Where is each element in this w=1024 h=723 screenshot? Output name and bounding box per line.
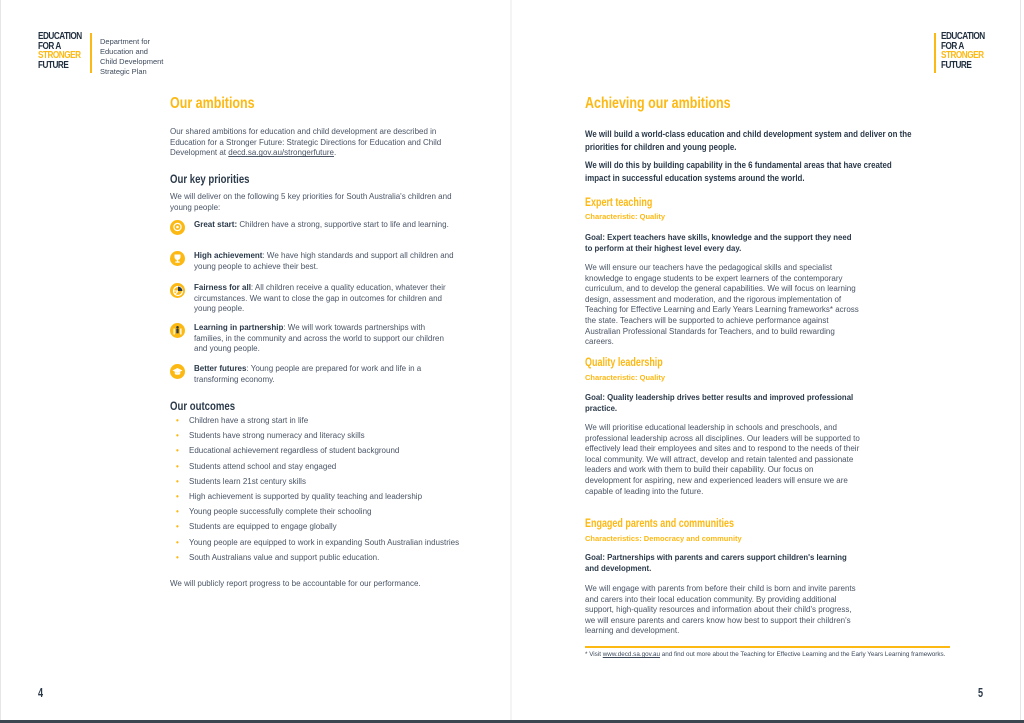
outcome-text: Students learn 21st century skills [189,476,306,486]
key-priorities-heading: Our key priorities [170,172,250,186]
logo-divider [934,33,936,73]
bullet-icon: • [176,461,179,471]
page-title-right: Achieving our ambitions [585,95,731,112]
logo-line: FOR A [941,40,964,52]
footnote-text: * Visit [585,651,603,658]
intro-text: Our shared ambitions for education and child development are described in Education for a Stronger Future: Strategic Directions for Education and Child Development at [170,127,442,158]
priority-text [194,283,456,315]
outcome-text: Educational achievement regardless of student background [189,446,400,456]
section-heading: Expert teaching [585,197,653,209]
page-number-left: 4 [38,685,44,700]
outcome-text: Young people are equipped to work in expanding South Australian industries [189,537,460,547]
list-item [172,431,462,442]
list-item [172,492,462,503]
logo-line: EDUCATION [38,31,82,42]
section-heading: Quality leadership [585,357,663,369]
logo-line: STRONGER [38,50,81,61]
bullet-icon: • [176,476,179,486]
lead-paragraph: We will build a world-class education and child development system and deliver on the priorities for children and young people. [585,129,912,152]
outcome-text: Students attend school and stay engaged [189,461,337,471]
outcomes-heading: Our outcomes [170,399,236,413]
strongerfuture-link[interactable]: decd.sa.gov.au/strongerfuture [228,148,334,158]
logo-right [941,32,985,70]
page-gutter [510,0,512,720]
outcomes-list [172,416,462,568]
page-edge-right [1020,0,1021,720]
bullet-icon: • [176,537,179,547]
logo-line: FOR A [38,40,61,52]
decd-link[interactable]: www.decd.sa.gov.au [602,651,661,658]
section-goal: Goal: Quality leadership drives better results and improved professional practice. [585,393,854,413]
department-line: Education and [100,47,148,56]
priority-description: : Young people are prepared for work and life in a transforming economy. [194,364,422,384]
list-item [172,462,462,473]
list-item [172,522,462,533]
priority-description: : We have high standards and support all children and young people to achieve their best. [194,251,454,271]
footnote [585,651,950,659]
section-characteristic: Characteristic: Quality [585,212,666,221]
outcome-text: Young people successfully complete their schooling [189,507,372,517]
page-number-right: 5 [978,685,984,700]
priority-title: High achievement [194,251,263,260]
priority-title: Great start: [194,220,238,229]
logo-line: EDUCATION [941,31,985,42]
priority-description: : We will work towards partnerships with families, in the community and across the world to support our children and young people. [194,323,444,354]
lead-paragraph: We will do this by building capability in the 6 fundamental areas that have created impact in successful education systems around the world. [585,160,892,183]
list-item [172,477,462,488]
footnote-text: and find out more about the Teaching for Effective Learning and the Early Years Learning frameworks. [660,651,946,658]
section-body: We will engage with parents from before their child is born and invite parents and carers into their local education community. By providing additional support, high-quality resources and information about their child's progress, we will ensure parents and carers know how best to support their children's learning and development. [585,584,856,636]
department-line: Strategic Plan [100,67,147,76]
list-item [172,507,462,518]
section-characteristic: Characteristic: Quality [585,373,666,382]
section-goal: Goal: Partnerships with parents and carers support children's learning and development. [585,553,847,573]
priority-description: Children have a strong, supportive start to life and learning. [237,220,449,229]
list-item [172,446,462,457]
logo-line: FUTURE [38,59,69,71]
bullet-icon: • [176,507,179,517]
intro-end: . [333,148,337,158]
department-label [100,37,163,77]
section-heading: Engaged parents and communities [585,518,735,530]
outcome-text: Students have strong numeracy and literacy skills [189,431,365,441]
page-title-left: Our ambitions [170,95,255,112]
list-item [172,416,462,427]
section-characteristic: Characteristics: Democracy and community [585,534,742,543]
priority-text [194,251,456,272]
head-icon [170,220,185,235]
list-item [172,538,462,549]
priority-text [194,220,456,231]
section-goal: Goal: Expert teachers have skills, knowledge and the support they need to perform at their highest level every day. [585,233,852,253]
bullet-icon: • [176,522,179,532]
bullet-icon: • [176,491,179,501]
pie-icon [170,283,185,298]
closing-statement: We will publicly report progress to be accountable for our performance. [170,579,421,588]
bullet-icon: • [176,416,179,425]
trophy-icon [170,251,185,266]
bullet-icon: • [176,431,179,441]
outcome-text: South Australians value and support public education. [189,552,380,562]
bullet-icon: • [176,446,179,456]
department-line: Department for [100,37,151,46]
key-priorities-intro: We will deliver on the following 5 key priorities for South Australia's children and young people: [170,192,452,212]
logo-line: STRONGER [941,50,984,61]
logo-line: FUTURE [941,59,972,71]
priority-title: Fairness for all [194,283,251,292]
priority-text [194,364,456,385]
list-item [172,553,462,564]
people-icon [170,323,185,338]
priority-title: Learning in partnership [194,323,284,332]
page-edge-left [0,0,1,720]
section-body: We will ensure our teachers have the pedagogical skills and specialist knowledge to engage students to be expert learners of the contemporary curriculum, and to develop the general capabilities. We will focus on learning design, assessment and moderation, and the rigorous implementation of Teaching for Effective Learning and Early Years Learning frameworks* across the state. Teachers will be supported to achieve performance against Australian Professional Standards for Teachers, and to build rewarding careers. [585,263,859,347]
footnote-divider [585,646,950,648]
priority-text [194,323,456,355]
graduation-cap-icon [170,364,185,379]
outcome-text: Students are equipped to engage globally [189,522,337,532]
department-line: Child Development [100,57,164,66]
priority-description: : All children receive a quality education, whatever their circumstances. We want to close the gap in outcomes for children and young people. [194,283,446,314]
section-body: We will prioritise educational leadership in schools and preschools, and professional leadership across all disciplines. Our leaders will be supported to effectively lead their employees and sites and to respond to the needs of their local community. We will attract, develop and retain talented and passionate leaders and work with them to build their capability. Our focus on development for aspiring, new and experienced leaders will ensure we are capable of leading into the future. [585,423,860,496]
intro-paragraph [170,127,460,159]
outcome-text: Children have a strong start in life [189,416,309,425]
logo-left [38,32,82,70]
outcome-text: High achievement is supported by quality teaching and leadership [189,491,423,501]
bullet-icon: • [176,552,179,562]
priority-title: Better futures [194,364,247,373]
logo-divider [90,33,92,73]
